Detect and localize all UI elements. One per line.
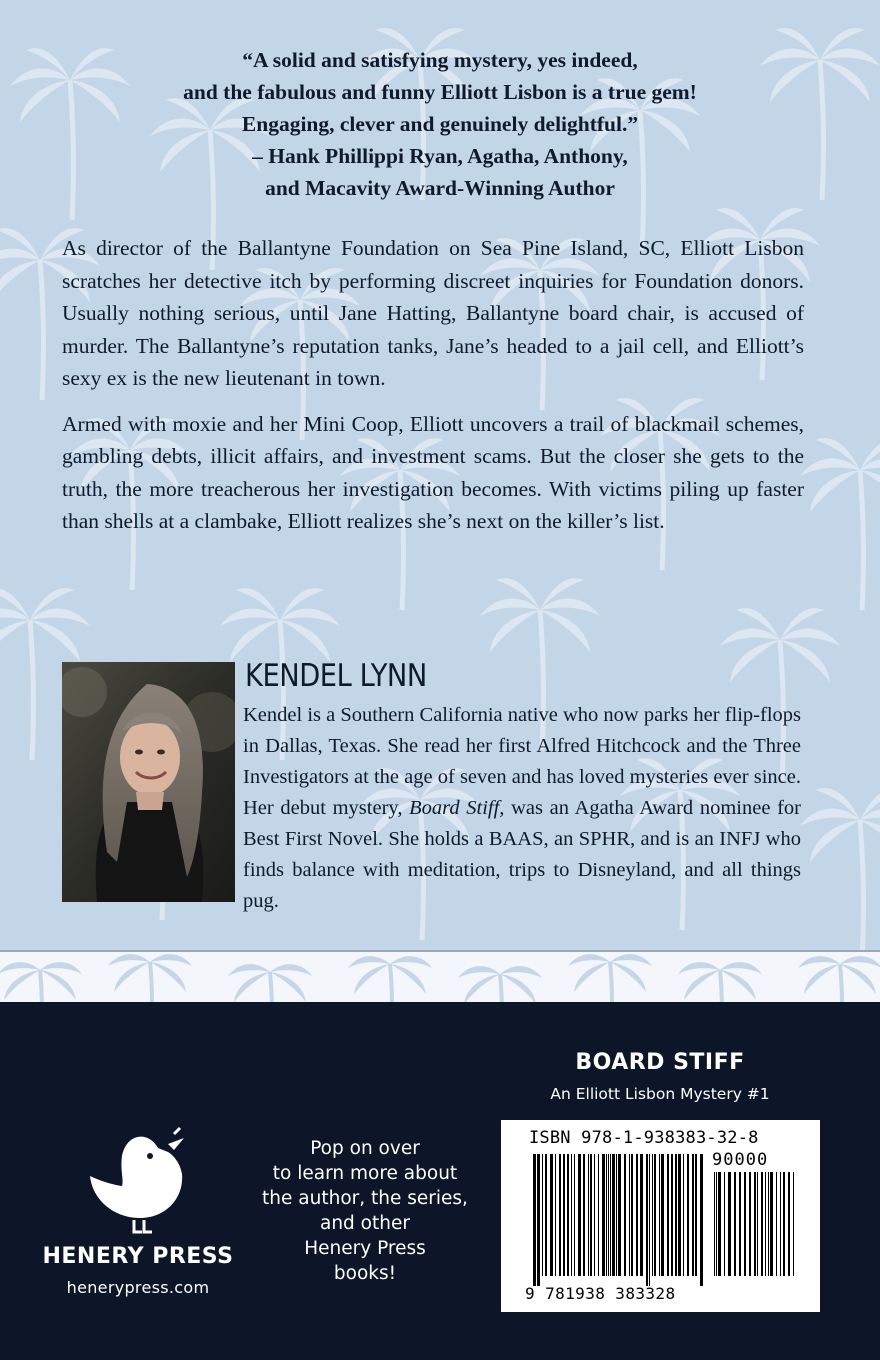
promo-line: to learn more about: [272, 1163, 458, 1184]
barcode-bar: [578, 1154, 581, 1276]
series-subtitle: An Elliott Lisbon Mystery #1: [550, 1085, 770, 1103]
barcode-bar: [728, 1172, 731, 1276]
barcode-bar: [749, 1172, 751, 1276]
bio-text: Kendel is a Southern California native who now parks her flip-flops in Dallas, Texas. She read her first Alfred Hitchcock and the Three Investigators at the age of seven and has loved mysteries ever since. Her debut mystery,: [243, 704, 801, 819]
barcode-bar: [624, 1154, 626, 1276]
ean-digits: 9 781938 383328: [525, 1284, 676, 1303]
promo-line: Henery Press: [304, 1238, 426, 1259]
barcode-bar: [652, 1154, 653, 1276]
barcode-bar: [780, 1172, 781, 1276]
barcode-bar: [654, 1154, 656, 1276]
barcode-bar: [667, 1154, 669, 1276]
palm-band: [0, 950, 880, 1004]
barcode-bar: [533, 1154, 536, 1286]
ean-barcode-bars: [533, 1154, 705, 1286]
book-title: BOARD STIFF: [575, 1050, 745, 1075]
barcode-bar: [765, 1172, 766, 1276]
barcode-bar: [598, 1154, 599, 1276]
barcode-bar: [661, 1154, 664, 1276]
barcode-bar: [571, 1154, 572, 1276]
price-code: 90000: [712, 1150, 769, 1170]
promo-line: the author, the series,: [262, 1188, 468, 1209]
barcode-bar: [739, 1172, 741, 1276]
quote-line: “A solid and satisfying mystery, yes indeed,: [242, 48, 638, 72]
barcode-bar: [649, 1154, 650, 1286]
barcode-bar: [683, 1154, 684, 1276]
barcode-bar: [588, 1154, 589, 1276]
quote-line: and the fabulous and funny Elliott Lisbon is a true gem!: [183, 80, 697, 104]
barcode-bar: [678, 1154, 681, 1276]
barcode-bar: [724, 1172, 725, 1276]
barcode-bar: [692, 1154, 694, 1276]
author-name: KENDEL LYNN: [245, 658, 427, 694]
barcode-bar: [590, 1154, 592, 1276]
barcode-bar: [695, 1154, 697, 1276]
barcode-bar: [675, 1154, 677, 1276]
isbn-text: ISBN 978-1-938383-32-8: [529, 1128, 759, 1148]
publisher-url[interactable]: henerypress.com: [66, 1278, 210, 1297]
barcode-bar: [716, 1172, 717, 1276]
barcode-bar: [636, 1154, 638, 1276]
barcode-bar: [567, 1154, 569, 1276]
bird-logo-icon: [88, 1126, 188, 1236]
barcode-bar: [574, 1154, 575, 1276]
addon-barcode-bars: [714, 1172, 798, 1286]
barcode-bar: [770, 1172, 773, 1276]
barcode-bar: [640, 1154, 643, 1276]
barcode-bar: [542, 1154, 543, 1276]
bio-text: was an Agatha Award nominee for Best First Novel. She holds a BAAS, an SPHR, and is an INFJ who finds balance with meditation, trips to Disneyland, and all things pug.: [243, 797, 801, 912]
barcode-bar: [788, 1172, 790, 1276]
barcode-bar: [608, 1154, 609, 1276]
barcode-bar: [583, 1154, 585, 1276]
barcode-bar: [602, 1154, 605, 1276]
barcode-bar: [606, 1154, 607, 1276]
barcode-bar: [612, 1154, 615, 1276]
isbn-barcode: [501, 1120, 820, 1312]
barcode-bar: [610, 1154, 611, 1276]
barcode-bar: [618, 1154, 621, 1276]
palm-band-pattern: [0, 952, 880, 1004]
barcode-bar: [744, 1172, 746, 1276]
barcode-bar: [616, 1154, 617, 1276]
barcode-bar: [537, 1154, 540, 1286]
barcode-bar: [659, 1154, 660, 1276]
barcode-bar: [555, 1154, 556, 1276]
barcode-bar: [793, 1172, 794, 1276]
barcode-bar: [761, 1172, 763, 1276]
barcode-bar: [629, 1154, 630, 1276]
barcode-bar: [700, 1154, 703, 1286]
barcode-bar: [550, 1154, 553, 1276]
blurb-paragraph: Armed with moxie and her Mini Coop, Elliott uncovers a trail of blackmail schemes, gambling debts, illicit affairs, and investment scams. But the closer she gets to the truth, the more treacherous her investigation becomes. With victims piling up faster than shells at a clambake, Elliott realizes she’s next on the killer’s list.: [62, 411, 804, 533]
endorsement-quote: [40, 44, 840, 204]
promo-text: [248, 1136, 482, 1286]
barcode-bar: [545, 1154, 547, 1276]
back-cover-bottom: [0, 1002, 880, 1360]
barcode-bar: [594, 1154, 595, 1276]
barcode-bar: [718, 1172, 721, 1276]
barcode-bar: [631, 1154, 633, 1276]
bio-book-title: Board Stiff,: [409, 797, 505, 819]
promo-line: and other: [320, 1213, 410, 1234]
quote-attribution: and Macavity Award-Winning Author: [265, 176, 615, 200]
barcode-bar: [757, 1172, 758, 1276]
promo-line: books!: [333, 1263, 397, 1284]
barcode-bar: [671, 1154, 673, 1276]
quote-attribution: – Hank Phillippi Ryan, Agatha, Anthony,: [252, 144, 628, 168]
barcode-bar: [687, 1154, 689, 1276]
barcode-bar: [754, 1172, 756, 1276]
barcode-bar: [646, 1154, 648, 1286]
barcode-bar: [563, 1154, 565, 1276]
barcode-bar: [783, 1172, 785, 1276]
publisher-name: HENERY PRESS: [42, 1244, 234, 1269]
promo-line: Pop on over: [310, 1138, 420, 1159]
barcode-bar: [776, 1172, 777, 1276]
barcode-bar: [734, 1172, 736, 1276]
barcode-bar: [714, 1172, 715, 1276]
barcode-bar: [559, 1154, 561, 1276]
blurb-paragraph: As director of the Ballantyne Foundation on Sea Pine Island, SC, Elliott Lisbon scratches her detective itch by performing discreet inquiries for Foundation donors. Usually nothing serious, until Jane Hatting, Ballantyne board chair, is accused of murder. The Ballantyne’s reputation tanks, Jane’s headed to a jail cell, and Elliott’s sexy ex is the new lieutenant in town.: [62, 236, 804, 390]
author-photo: [62, 662, 235, 902]
book-blurb: [62, 232, 804, 551]
author-bio: [243, 700, 801, 917]
barcode-bar: [768, 1172, 769, 1276]
quote-line: Engaging, clever and genuinely delightful.”: [241, 112, 639, 136]
